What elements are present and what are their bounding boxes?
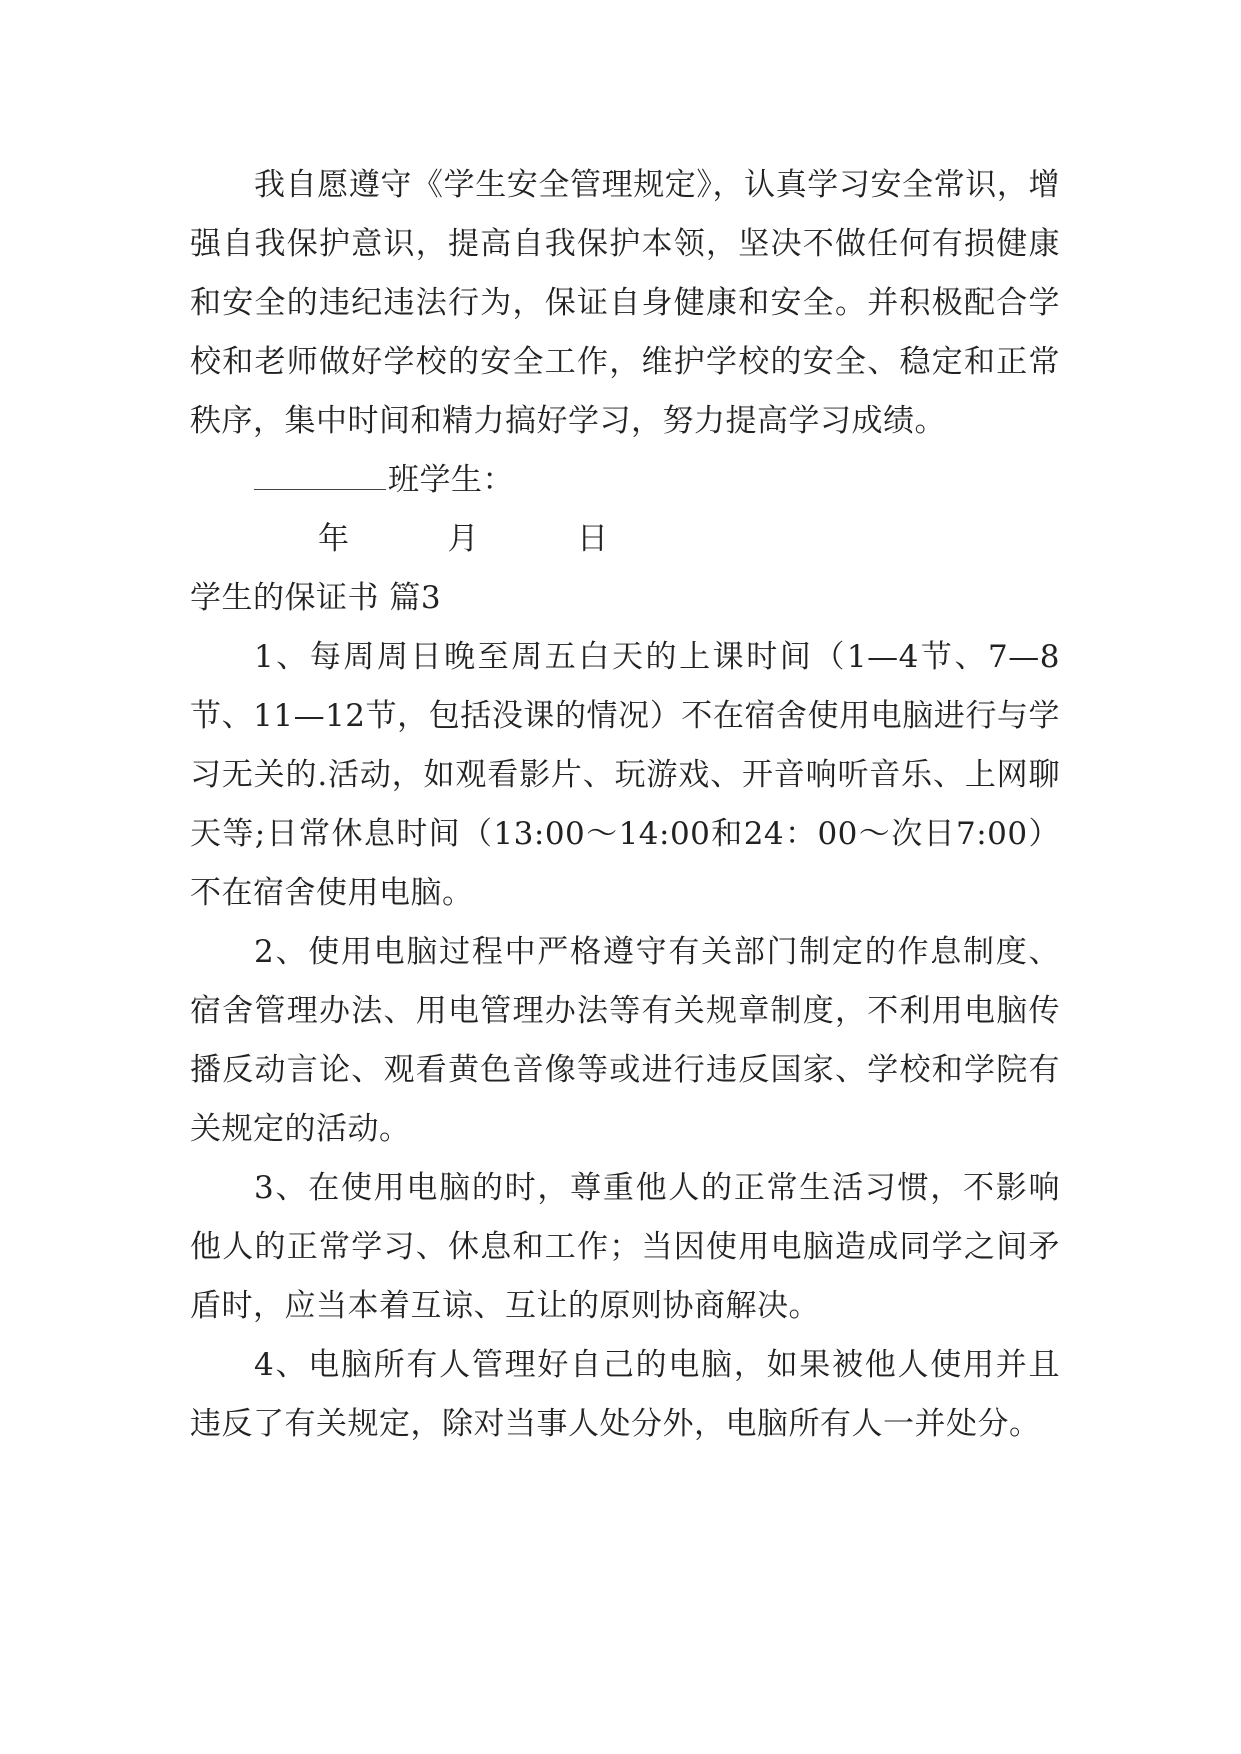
list-item-2: 2、使用电脑过程中严格遵守有关部门制定的作息制度、宿舍管理办法、用电管理办法等有关规章制度，不利用电脑传播反动言论、观看黄色音像等或进行违反国家、学校和学院有关规定的活动。 <box>190 934 1060 1147</box>
list-item-3: 3、在使用电脑的时，尊重他人的正常生活习惯，不影响他人的正常学习、休息和工作；当因使用电脑造成同学之间矛盾时，应当本着互谅、互让的原则协商解决。 <box>190 1170 1060 1324</box>
signature-suffix: 班学生： <box>388 462 514 498</box>
document-body <box>190 156 1060 1454</box>
signature-blank <box>254 455 386 490</box>
signature-line <box>190 451 1060 510</box>
date-day: 日 <box>577 521 609 557</box>
date-month: 月 <box>447 521 479 557</box>
section-heading: 学生的保证书 篇3 <box>190 580 442 616</box>
intro-paragraph: 我自愿遵守《学生安全管理规定》，认真学习安全常识，增强自我保护意识，提高自我保护本领，坚决不做任何有损健康和安全的违纪违法行为，保证自身健康和安全。并积极配合学校和老师做好学校的安全工作，维护学校的安全、稳定和正常秩序，集中时间和精力搞好学习，努力提高学习成绩。 <box>190 167 1060 439</box>
list-item-1: 1、每周周日晚至周五白天的上课时间（1—4节、7—8节、11—12节，包括没课的情况）不在宿舍使用电脑进行与学习无关的.活动，如观看影片、玩游戏、开音响听音乐、上网聊天等;日常休息时间（13:00～14:00和24：00～次日7:00）不在宿舍使用电脑。 <box>190 639 1060 911</box>
date-year: 年 <box>318 521 350 557</box>
date-line <box>190 510 1060 569</box>
list-item-4: 4、电脑所有人管理好自己的电脑，如果被他人使用并且违反了有关规定，除对当事人处分外，电脑所有人一并处分。 <box>190 1347 1060 1442</box>
